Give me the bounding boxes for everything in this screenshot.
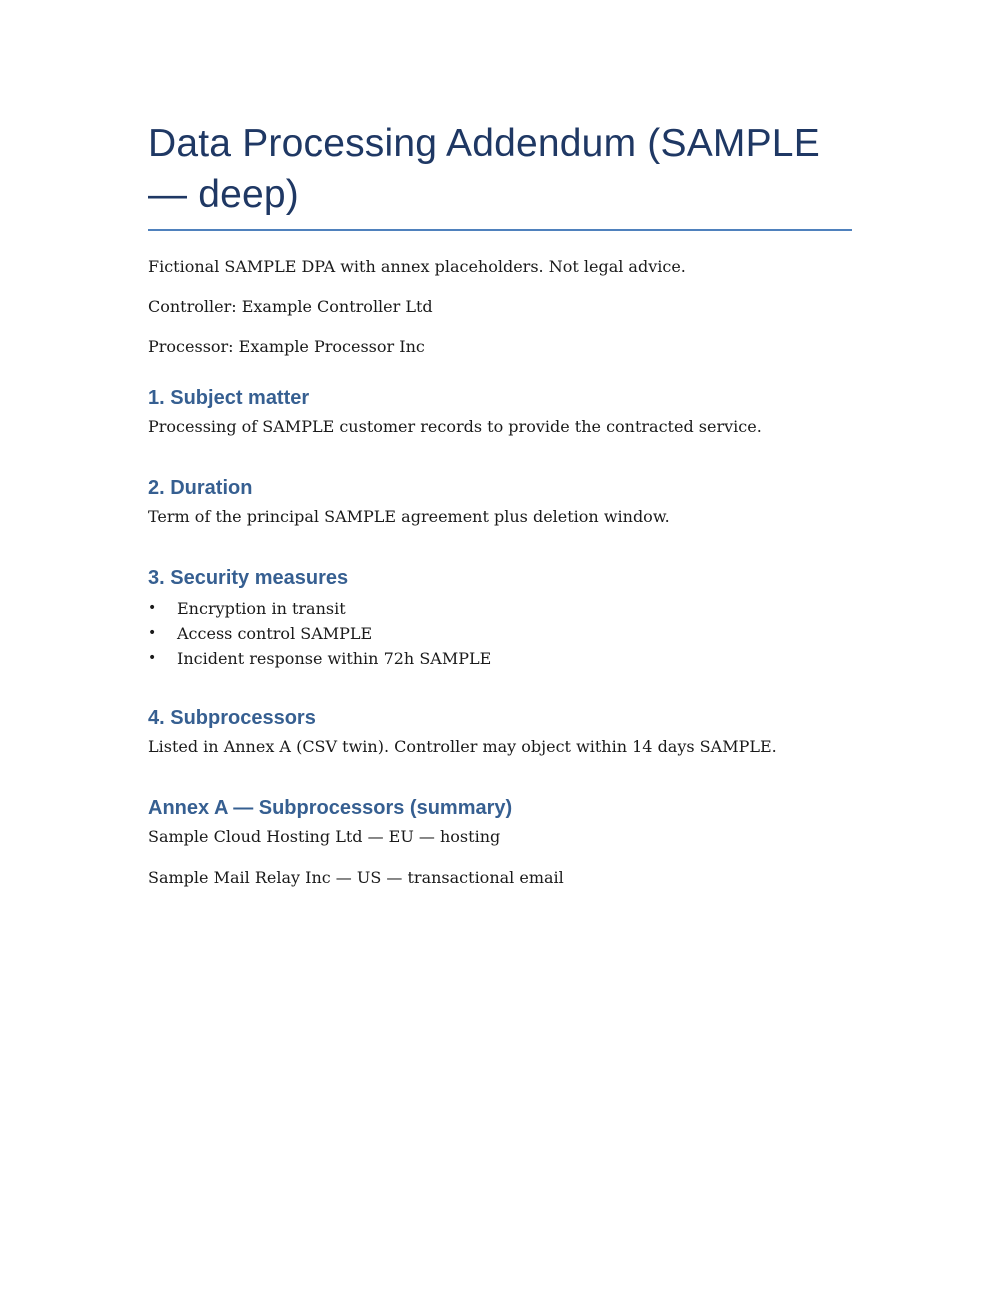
section-annex-a [148, 795, 852, 889]
controller-line: Controller: Example Controller Ltd [148, 297, 433, 316]
security-measures-list [148, 596, 852, 671]
bullet-icon: • [148, 600, 157, 616]
document-page [148, 118, 852, 908]
list-item-text: Incident response within 72h SAMPLE [177, 649, 492, 668]
section-heading: Annex A — Subprocessors (summary) [148, 797, 513, 819]
section-subprocessors [148, 705, 852, 758]
section-heading: 2. Duration [148, 477, 253, 499]
annex-entry: Sample Mail Relay Inc — US — transactional email [148, 868, 564, 887]
list-item-text: Encryption in transit [177, 599, 346, 618]
annex-entry: Sample Cloud Hosting Ltd — EU — hosting [148, 827, 501, 846]
intro-disclaimer: Fictional SAMPLE DPA with annex placeholders. Not legal advice. [148, 257, 686, 276]
section-subject-matter [148, 385, 852, 438]
section-security-measures [148, 565, 852, 671]
intro-block [148, 256, 852, 358]
list-item [148, 646, 852, 671]
processor-line: Processor: Example Processor Inc [148, 337, 425, 356]
section-heading: 1. Subject matter [148, 387, 310, 409]
list-item [148, 596, 852, 621]
section-body: Listed in Annex A (CSV twin). Controller may object within 14 days SAMPLE. [148, 737, 777, 756]
section-body: Processing of SAMPLE customer records to provide the contracted service. [148, 417, 762, 436]
document-title: Data Processing Addendum (SAMPLE — deep) [148, 118, 852, 231]
section-duration [148, 475, 852, 528]
section-heading: 3. Security measures [148, 567, 349, 589]
section-heading: 4. Subprocessors [148, 707, 316, 729]
list-item [148, 621, 852, 646]
section-body: Term of the principal SAMPLE agreement plus deletion window. [148, 507, 670, 526]
bullet-icon: • [148, 650, 157, 666]
list-item-text: Access control SAMPLE [177, 624, 373, 643]
bullet-icon: • [148, 625, 157, 641]
